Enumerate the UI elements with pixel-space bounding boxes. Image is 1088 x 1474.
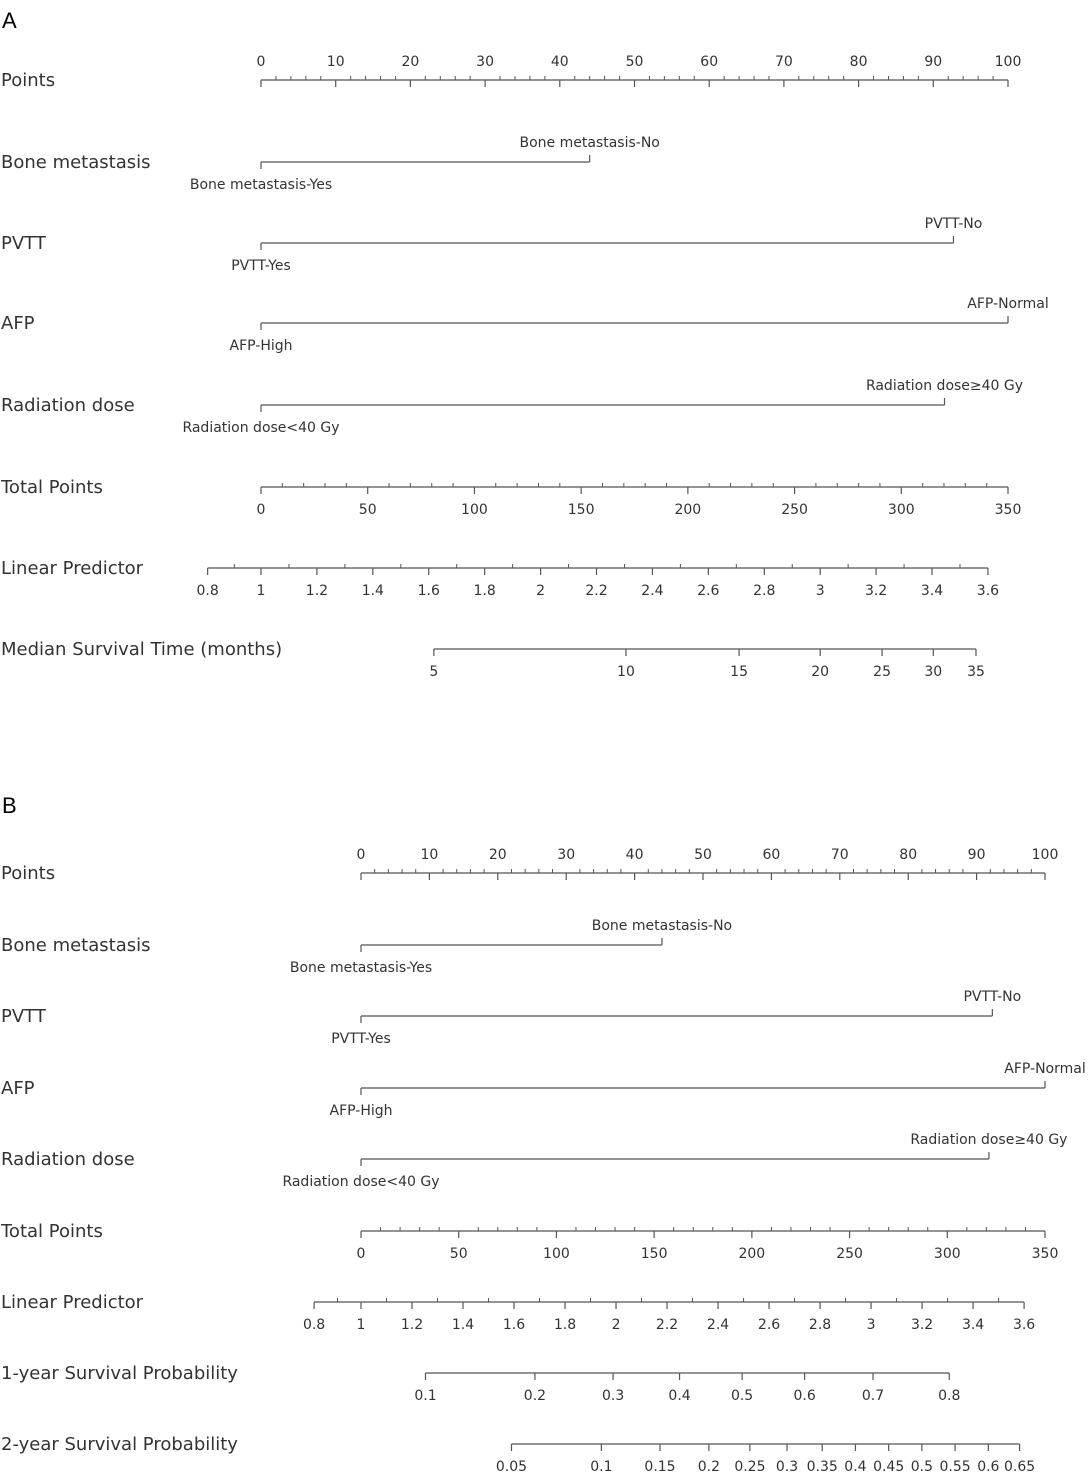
- median-survival-time-months-tick-label-2: 15: [730, 664, 748, 680]
- bone-metastasis-no-level-label: Bone metastasis-No: [591, 918, 733, 934]
- bone-metastasis-row-label: Bone metastasis: [1, 152, 151, 173]
- bone-metastasis-yes-level-label: Bone metastasis-Yes: [289, 960, 433, 976]
- afp-normal-level-label: AFP-Normal: [1004, 1061, 1086, 1077]
- linear-predictor-tick-label-6: 2: [536, 583, 546, 599]
- linear-predictor-tick-label-2: 1.2: [305, 583, 329, 599]
- 2-year-survival-probability-tick-label-2: 0.15: [644, 1459, 676, 1474]
- linear-predictor-tick-label-0: 0.8: [302, 1317, 326, 1333]
- total-points-tick-label-2: 100: [461, 502, 488, 518]
- linear-predictor-tick-label-7: 2.2: [585, 583, 608, 599]
- median-survival-time-months-tick-label-0: 5: [429, 664, 439, 680]
- linear-predictor-tick-label-8: 2.4: [641, 583, 664, 599]
- linear-predictor-tick-label-10: 2.8: [753, 583, 776, 599]
- linear-predictor-tick-label-5: 1.8: [553, 1317, 577, 1333]
- median-survival-time-months-tick-label-5: 30: [924, 664, 943, 680]
- points-tick-label-0: 0: [356, 847, 366, 863]
- points-tick-label-7: 70: [830, 847, 849, 863]
- pvtt-no-level-label: PVTT-No: [924, 216, 983, 232]
- 2-year-survival-probability-tick-label-12: 0.65: [1004, 1459, 1036, 1474]
- linear-predictor-tick-label-9: 2.6: [757, 1317, 781, 1333]
- points-tick-label-10: 100: [1031, 847, 1059, 863]
- linear-predictor-tick-label-0: 0.8: [196, 583, 219, 599]
- pvtt-no-level-label: PVTT-No: [963, 989, 1022, 1005]
- median-survival-time-months-row-label: Median Survival Time (months): [1, 639, 283, 660]
- panel-b-letter: B: [2, 793, 17, 818]
- median-survival-time-months-tick-label-6: 35: [967, 664, 985, 680]
- total-points-tick-label-7: 350: [1031, 1246, 1059, 1262]
- 2-year-survival-probability-tick-label-11: 0.6: [977, 1459, 1000, 1474]
- linear-predictor-tick-label-10: 2.8: [808, 1317, 832, 1333]
- total-points-tick-label-4: 200: [674, 502, 702, 518]
- points-tick-label-9: 90: [967, 847, 986, 863]
- radiation-dose-40-gy-level-label: Radiation dose≥40 Gy: [910, 1132, 1068, 1148]
- linear-predictor-tick-label-12: 3.2: [864, 583, 888, 599]
- afp-row-label: AFP: [1, 1078, 35, 1099]
- afp-high-level-label: AFP-High: [229, 338, 293, 354]
- linear-predictor-tick-label-11: 3: [815, 583, 825, 599]
- 1-year-survival-probability-tick-label-2: 0.3: [601, 1388, 625, 1404]
- linear-predictor-tick-label-7: 2.2: [655, 1317, 679, 1333]
- linear-predictor-tick-label-1: 1: [356, 1317, 366, 1333]
- total-points-tick-label-1: 50: [449, 1246, 468, 1262]
- points-tick-label-2: 20: [401, 54, 420, 70]
- total-points-tick-label-5: 250: [836, 1246, 863, 1262]
- linear-predictor-tick-label-3: 1.4: [361, 583, 384, 599]
- total-points-tick-label-7: 350: [994, 502, 1022, 518]
- bone-metastasis-yes-level-label: Bone metastasis-Yes: [189, 177, 333, 193]
- total-points-tick-label-0: 0: [256, 502, 266, 518]
- radiation-dose-row-label: Radiation dose: [1, 1149, 135, 1170]
- 1-year-survival-probability-tick-label-1: 0.2: [523, 1388, 547, 1404]
- linear-predictor-tick-label-14: 3.6: [1012, 1317, 1036, 1333]
- points-tick-label-8: 80: [849, 54, 868, 70]
- radiation-dose-40-gy-level-label: Radiation dose<40 Gy: [182, 420, 340, 436]
- linear-predictor-tick-label-4: 1.6: [417, 583, 440, 599]
- points-tick-label-4: 40: [550, 54, 569, 70]
- linear-predictor-tick-label-5: 1.8: [473, 583, 496, 599]
- median-survival-time-months-tick-label-1: 10: [617, 664, 635, 680]
- linear-predictor-tick-label-11: 3: [866, 1317, 876, 1333]
- total-points-row-label: Total Points: [1, 1221, 103, 1242]
- total-points-tick-label-4: 200: [738, 1246, 766, 1262]
- linear-predictor-tick-label-14: 3.6: [976, 583, 1000, 599]
- 1-year-survival-probability-row-label: 1-year Survival Probability: [1, 1363, 238, 1384]
- 2-year-survival-probability-tick-label-7: 0.4: [844, 1459, 867, 1474]
- linear-predictor-tick-label-1: 1: [256, 583, 266, 599]
- bone-metastasis-no-level-label: Bone metastasis-No: [519, 135, 660, 151]
- points-tick-label-7: 70: [774, 54, 793, 70]
- points-tick-label-6: 60: [700, 54, 719, 70]
- linear-predictor-tick-label-6: 2: [611, 1317, 621, 1333]
- bone-metastasis-row-label: Bone metastasis: [1, 935, 151, 956]
- total-points-tick-label-3: 150: [640, 1246, 668, 1262]
- points-tick-label-10: 100: [994, 54, 1022, 70]
- linear-predictor-row-label: Linear Predictor: [1, 1292, 144, 1313]
- pvtt-row-label: PVTT: [1, 233, 46, 254]
- points-tick-label-5: 50: [694, 847, 712, 863]
- total-points-tick-label-0: 0: [356, 1246, 366, 1262]
- points-tick-label-6: 60: [762, 847, 781, 863]
- linear-predictor-tick-label-3: 1.4: [451, 1317, 475, 1333]
- points-tick-label-0: 0: [256, 54, 266, 70]
- linear-predictor-tick-label-8: 2.4: [706, 1317, 730, 1333]
- 2-year-survival-probability-row-label: 2-year Survival Probability: [1, 1434, 238, 1455]
- 2-year-survival-probability-tick-label-8: 0.45: [873, 1459, 905, 1474]
- total-points-tick-label-3: 150: [567, 502, 595, 518]
- 1-year-survival-probability-tick-label-3: 0.4: [668, 1388, 691, 1404]
- points-tick-label-3: 30: [476, 54, 495, 70]
- points-tick-label-1: 10: [326, 54, 345, 70]
- median-survival-time-months-tick-label-4: 25: [873, 664, 891, 680]
- afp-row-label: AFP: [1, 313, 35, 334]
- 2-year-survival-probability-tick-label-9: 0.5: [910, 1459, 934, 1474]
- total-points-tick-label-6: 300: [933, 1246, 961, 1262]
- points-tick-label-9: 90: [924, 54, 943, 70]
- points-tick-label-1: 10: [420, 847, 439, 863]
- points-tick-label-3: 30: [557, 847, 576, 863]
- 2-year-survival-probability-tick-label-6: 0.35: [806, 1459, 838, 1474]
- panel-b-nomogram: [0, 847, 1086, 1474]
- 1-year-survival-probability-tick-label-5: 0.6: [793, 1388, 816, 1404]
- points-tick-label-4: 40: [625, 847, 644, 863]
- radiation-dose-40-gy-level-label: Radiation dose<40 Gy: [282, 1174, 440, 1190]
- linear-predictor-row-label: Linear Predictor: [1, 558, 144, 579]
- 2-year-survival-probability-tick-label-4: 0.25: [734, 1459, 766, 1474]
- points-tick-label-2: 20: [488, 847, 507, 863]
- 2-year-survival-probability-tick-label-1: 0.1: [590, 1459, 613, 1474]
- pvtt-row-label: PVTT: [1, 1006, 46, 1027]
- afp-high-level-label: AFP-High: [329, 1103, 393, 1119]
- radiation-dose-row-label: Radiation dose: [1, 395, 135, 416]
- radiation-dose-40-gy-level-label: Radiation dose≥40 Gy: [865, 378, 1024, 394]
- total-points-tick-label-6: 300: [887, 502, 915, 518]
- linear-predictor-tick-label-2: 1.2: [400, 1317, 424, 1333]
- pvtt-yes-level-label: PVTT-Yes: [331, 1031, 391, 1047]
- 1-year-survival-probability-tick-label-4: 0.5: [730, 1388, 754, 1404]
- total-points-tick-label-1: 50: [358, 502, 377, 518]
- 2-year-survival-probability-tick-label-10: 0.55: [939, 1459, 971, 1474]
- total-points-row-label: Total Points: [1, 477, 103, 498]
- panel-a-letter: A: [2, 8, 17, 33]
- 1-year-survival-probability-tick-label-7: 0.8: [938, 1388, 961, 1404]
- linear-predictor-tick-label-12: 3.2: [910, 1317, 934, 1333]
- 1-year-survival-probability-tick-label-0: 0.1: [414, 1388, 437, 1404]
- points-tick-label-5: 50: [625, 54, 644, 70]
- linear-predictor-tick-label-13: 3.4: [961, 1317, 985, 1333]
- afp-normal-level-label: AFP-Normal: [967, 296, 1049, 312]
- panel-a-nomogram: [0, 54, 1049, 680]
- linear-predictor-tick-label-4: 1.6: [502, 1317, 526, 1333]
- median-survival-time-months-tick-label-3: 20: [811, 664, 830, 680]
- points-row-label: Points: [1, 863, 56, 884]
- 2-year-survival-probability-tick-label-3: 0.2: [697, 1459, 720, 1474]
- points-row-label: Points: [1, 70, 56, 91]
- linear-predictor-tick-label-9: 2.6: [697, 583, 720, 599]
- total-points-tick-label-5: 250: [781, 502, 808, 518]
- total-points-tick-label-2: 100: [543, 1246, 570, 1262]
- 2-year-survival-probability-tick-label-0: 0.05: [495, 1459, 528, 1474]
- linear-predictor-tick-label-13: 3.4: [920, 583, 944, 599]
- points-tick-label-8: 80: [899, 847, 918, 863]
- 2-year-survival-probability-tick-label-5: 0.3: [775, 1459, 799, 1474]
- pvtt-yes-level-label: PVTT-Yes: [231, 258, 291, 274]
- 1-year-survival-probability-tick-label-6: 0.7: [861, 1388, 885, 1404]
